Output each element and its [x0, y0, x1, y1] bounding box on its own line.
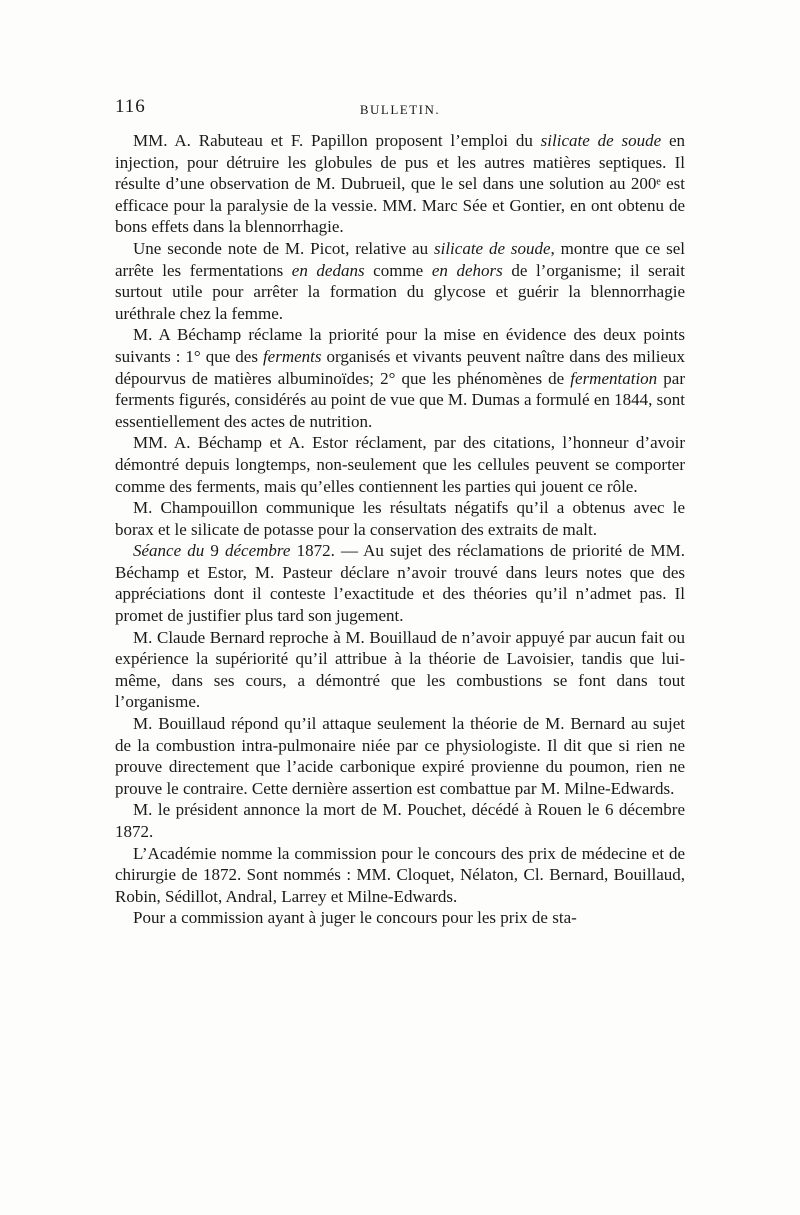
italic-text: ferments — [262, 346, 322, 366]
paragraph-text: M. le président annonce la mort de M. Pouchet, décédé à Rouen le 6 décembre 1872. — [115, 800, 685, 841]
paragraph — [115, 907, 685, 929]
italic-text: Séance du — [133, 541, 205, 561]
paragraph-text: 1872. — Au sujet des réclamations de priorité de MM. Béchamp et Estor, M. Pasteur déclare n’avoir trouvé dans leurs notes que des appréciations dont il conteste l’exactitude et des théories qu’il n’admet pas. Il promet de justifier plus tard son jugement. — [115, 541, 686, 626]
italic-text: fermentation — [570, 368, 658, 388]
paragraph-text: M. A Béchamp réclame la priorité pour la mise en évidence des deux points suivants : 1° que des — [115, 325, 685, 366]
paragraph — [115, 432, 685, 497]
header-title: BULLETIN. — [359, 102, 441, 117]
italic-text: en dehors — [431, 260, 503, 280]
body-text — [115, 130, 685, 929]
paragraph-text: comme — [364, 260, 432, 280]
paragraph-text: , montre que ce sel arrête les fermentations — [115, 238, 685, 280]
italic-text: silicate de soude — [433, 238, 551, 258]
paragraph-text: MM. A. Béchamp et A. Estor réclament, par des citations, l’honneur d’avoir démontré depuis longtemps, non-seulement que les cellules peuvent se comporter comme des ferments, mais qu’elles contiennent les parties qui jouent ce rôle. — [115, 433, 685, 496]
paragraph-text: organisés et vivants peuvent naître dans des milieux dépourvus de matières albuminoïdes; 2° que les phénomènes de — [115, 346, 685, 388]
page-number: 116 — [115, 96, 146, 117]
paragraph — [115, 799, 685, 842]
paragraph — [115, 238, 685, 324]
paragraph-text: M. Champouillon communique les résultats négatifs qu’il a obtenus avec le borax et le silicate de potasse pour la conservation des extraits de malt. — [115, 498, 685, 539]
paragraph-text: en injection, pour détruire les globules de pus et les autres matières septiques. Il résulte d’une observation de M. Dubrueil, que le sel dans une solution au 200ᵉ est efficace pour la paralysie de la vessie. MM. Marc Sée et Gontier, en ont obtenu de bons effets dans la blennorrhagie. — [115, 131, 685, 237]
paragraph — [115, 324, 685, 432]
running-head — [115, 96, 685, 120]
italic-text: décembre — [225, 541, 291, 561]
italic-text: en dedans — [291, 260, 365, 280]
italic-text: silicate de soude — [540, 131, 662, 150]
paragraph — [115, 843, 685, 908]
paragraph-text: 9 — [204, 541, 226, 561]
paragraph-text: Pour a commission ayant à juger le concours pour les prix de sta- — [133, 908, 577, 928]
paragraph-text: L’Académie nomme la commission pour le concours des prix de médecine et de chirurgie de 1872. Sont nommés : MM. Cloquet, Nélaton, Cl. Bernard, Bouillaud, Robin, Sédillot, Andral, Larrey et Milne-Edwards. — [115, 843, 685, 906]
paragraph-text: Une seconde note de M. Picot, relative au — [133, 238, 434, 258]
paragraph — [115, 130, 685, 238]
paragraph-text: M. Bouillaud répond qu’il attaque seulement la théorie de M. Bernard au sujet de la combustion intra-pulmonaire niée par ce physiologiste. Il dit que si rien ne prouve directement que l’acide carbonique expiré provienne du poumon, rien ne prouve le contraire. Cette dernière assertion est combattue par M. Milne-Edwards. — [115, 714, 685, 798]
paragraph-text: par ferments figurés, considérés au point de vue que M. Dumas a formulé en 1844, sont essentiellement des actes de nutrition. — [115, 368, 685, 431]
paragraph — [115, 497, 685, 540]
paragraph — [115, 713, 685, 799]
paragraph-text: M. Claude Bernard reproche à M. Bouillaud de n’avoir appuyé par aucun fait ou expérience la supériorité qu’il attribue à la théorie de Lavoisier, tandis que lui-même, dans ses cours, a démontré que les combustions se font dans tout l’organisme. — [115, 627, 685, 712]
paragraph-text: de l’organisme; il serait surtout utile pour arrêter la formation du glycose et guérir la blennorrhagie uréthrale chez la femme. — [115, 260, 685, 323]
paragraph — [115, 540, 685, 626]
paragraph — [115, 627, 685, 713]
paragraph-text: MM. A. Rabuteau et F. Papillon proposent l’emploi du — [133, 131, 541, 150]
